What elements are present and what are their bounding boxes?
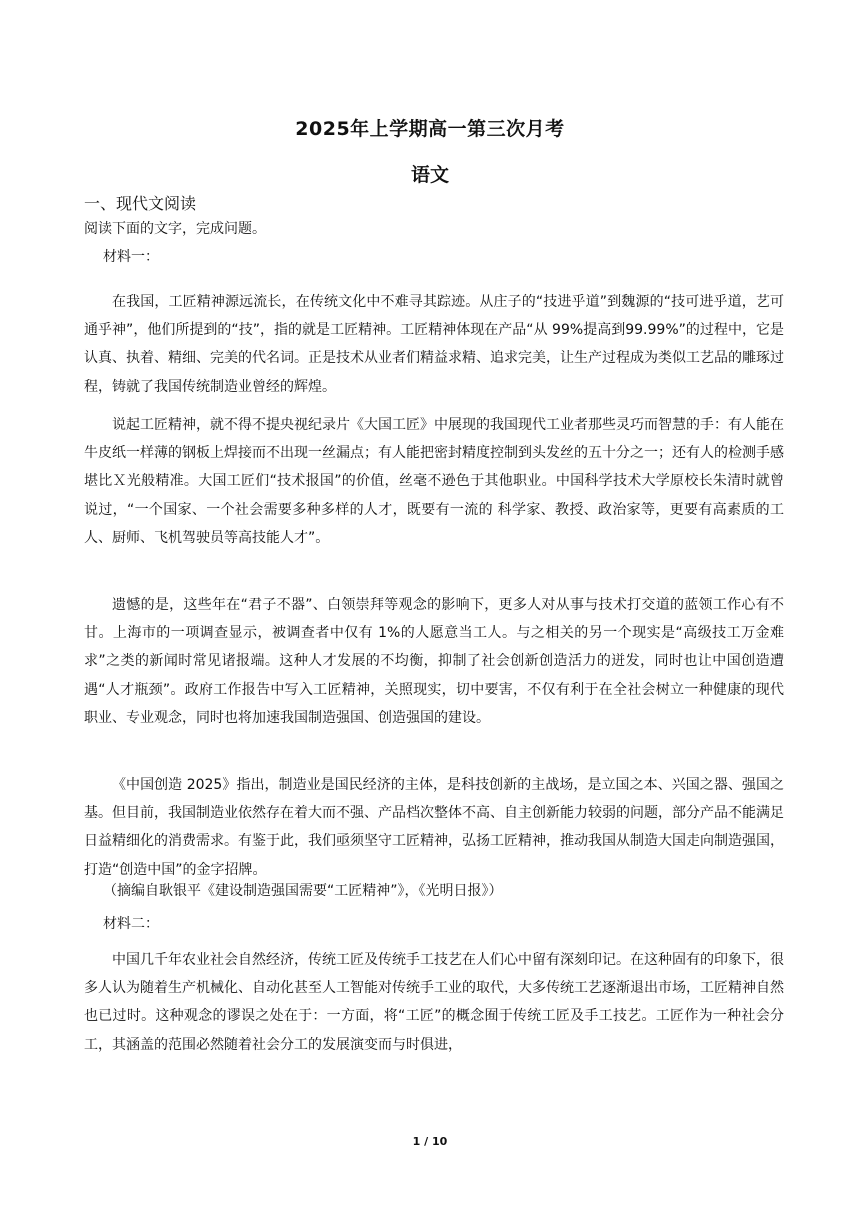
paragraph: 遗憾的是，这些年在“君子不器”、白领崇拜等观念的影响下，更多人对从事与技术打交道的蓝领工作心有不甘。上海市的一项调查显示，被调查者中仅有 1%的人愿意当工人。与之相关的另一个现实是“高级技工万金难求”之类的新闻时常见诸报端。这种人才发展的不均衡，抑制了社会创新创造活力的迸发，同时也让中国创造遭遇“人才瓶颈”。政府工作报告中写入工匠精神，关照现实，切中要害，不仅有利于在全社会树立一种健康的现代职业、专业观念，同时也将加速我国制造强国、创造强国的建设。 (84, 597, 784, 726)
instruction: 阅读下面的文字，完成问题。 (84, 221, 266, 237)
section-heading: 一、现代文阅读 (84, 194, 197, 213)
paragraph: 中国几千年农业社会自然经济，传统工匠及传统手工技艺在人们心中留有深刻印记。在这种固有的印象下，很多人认为随着生产机械化、自动化甚至人工智能对传统手工业的取代，大多传统工艺逐渐退出市场，工匠精神自然也已过时。这种观念的谬误之处在于：一方面，将“工匠”的概念囿于传统工匠及手工技艺。工匠作为一种社会分工，其涵盖的范围必然随着社会分工的发展演变而与时俱进， (84, 952, 784, 1053)
page-number: 1 / 10 (412, 1135, 448, 1148)
paragraph: 在我国，工匠精神源远流长，在传统文化中不难寻其踪迹。从庄子的“技进乎道”到魏源的“技可进乎道，艺可通乎神”，他们所提到的“技”，指的就是工匠精神。工匠精神体现在产品“从 99%提高到99.99%”的过程中，它是认真、执着、精细、完美的代名词。正是技术从业者们精益求精、追求完美，让生产过程成为类似工艺品的雕琢过程，铸就了我国传统制造业曾经的辉煌。 (84, 294, 784, 395)
material1-label: 材料一： (103, 249, 159, 265)
material2-label: 材料二： (103, 916, 159, 932)
material1-source: （摘编自耿银平《建设制造强国需要“工匠精神”》，《光明日报》） (103, 883, 503, 899)
subject-title: 语文 (410, 164, 449, 186)
paragraph: 《中国创造 2025》指出，制造业是国民经济的主体，是科技创新的主战场，是立国之本、兴国之器、强国之基。但目前，我国制造业依然存在着大而不强、产品档次整体不高、自主创新能力较弱的问题，部分产品不能满足日益精细化的消费需求。有鉴于此，我们亟须坚守工匠精神，弘扬工匠精神，推动我国从制造大国走向制造强国，打造“创造中国”的金字招牌。 (84, 777, 784, 878)
paragraph: 说起工匠精神，就不得不提央视纪录片《大国工匠》中展现的我国现代工业者那些灵巧而智慧的手：有人能在牛皮纸一样薄的钢板上焊接而不出现一丝漏点；有人能把密封精度控制到头发丝的五十分之一；还有人的检测手感堪比Ｘ光般精准。大国工匠们“技术报国”的价值，丝毫不逊色于其他职业。中国科学技术大学原校长朱清时就曾说过，“一个国家、一个社会需要多种多样的人才，既要有一流的 科学家、教授、政治家等，更要有高素质的工人、厨师、飞机驾驶员等高技能人才”。 (84, 417, 784, 546)
exam-title: 2025年上学期高一第三次月考 (295, 118, 565, 140)
